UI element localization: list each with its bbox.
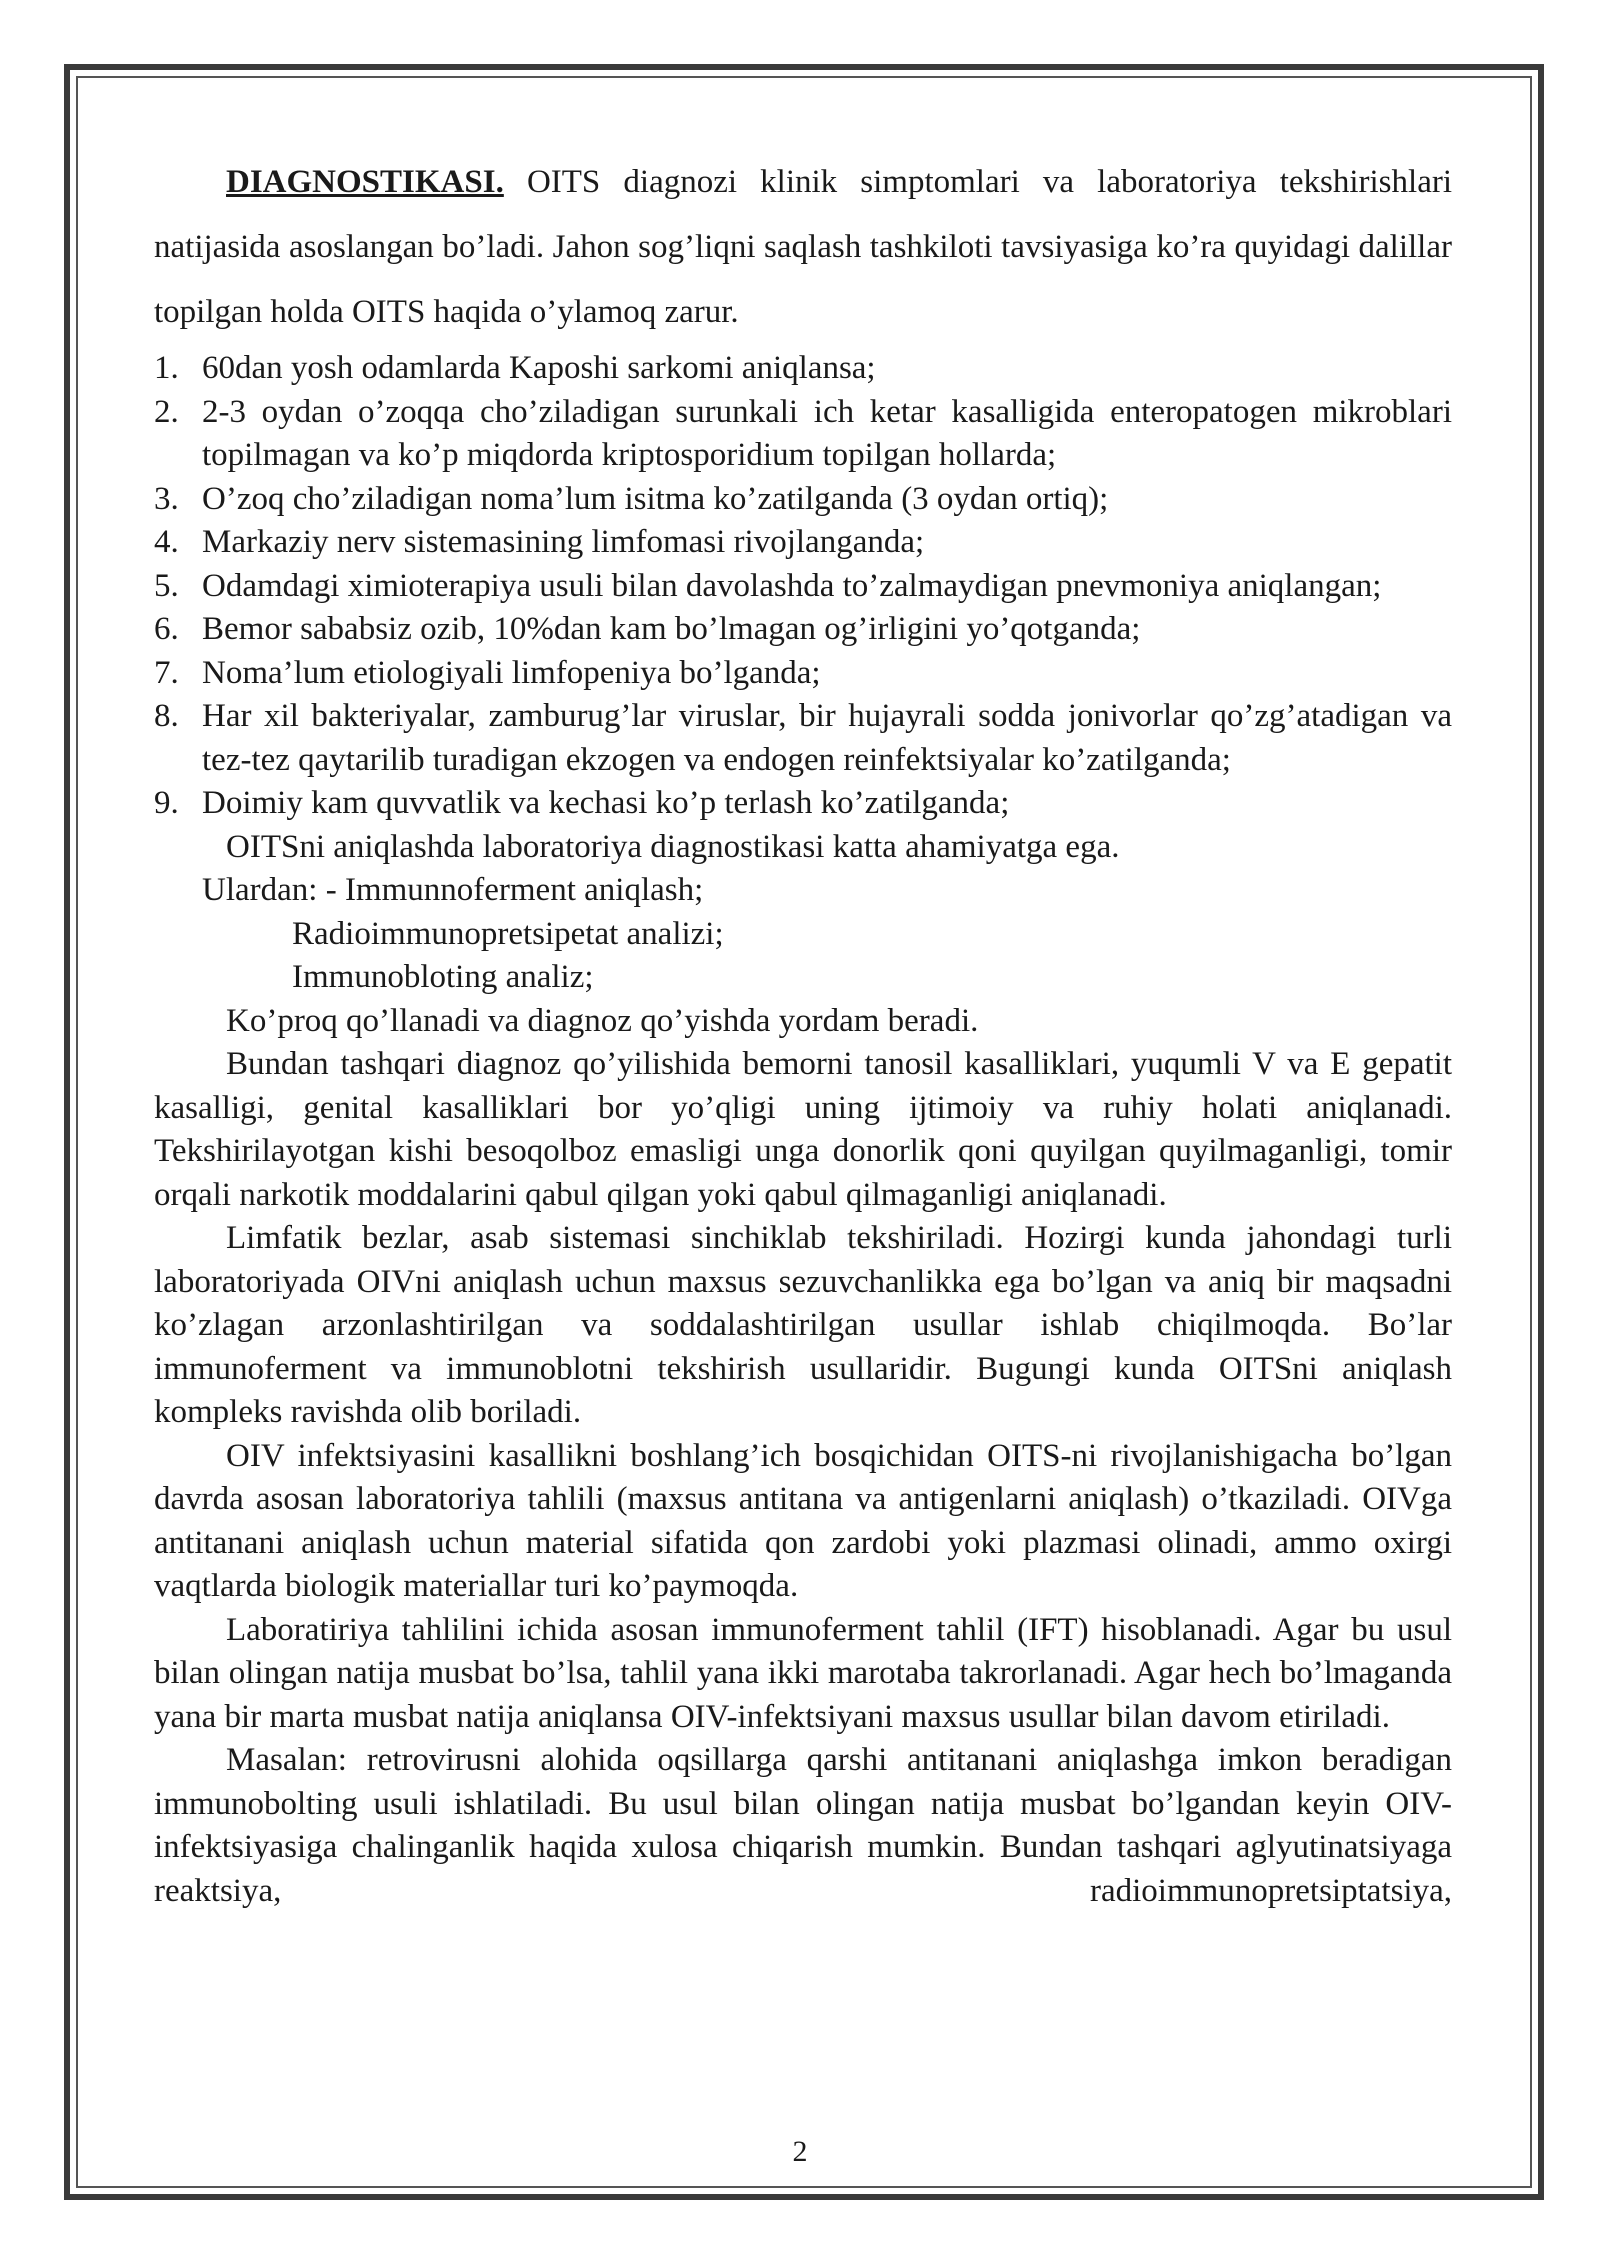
- lab-intro: OITSni aniqlashda laboratoriya diagnostikasi katta ahamiyatga ega.: [226, 828, 1120, 865]
- method-item: Immunobloting analiz;: [292, 959, 594, 995]
- list-item-number: 6.: [154, 611, 179, 647]
- list-item: [154, 782, 1452, 826]
- list-item-text: Odamdagi ximioterapiya usuli bilan davolashda to’zalmaydigan pnevmoniya aniqlangan;: [202, 567, 1382, 604]
- list-item: [154, 608, 1452, 652]
- list-item: [154, 652, 1452, 696]
- list-item: [154, 695, 1452, 782]
- list-item-text: O’zoq cho’ziladigan noma’lum isitma ko’zatilganda (3 oydan ortiq);: [202, 480, 1109, 517]
- body-paragraph: Limfatik bezlar, asab sistemasi sinchiklab tekshiriladi. Hozirgi kunda jahondagi turli laboratoriyada OIVni aniqlash uchun maxsus sezuvchanlikka ega bo’lgan va aniq bir maqsadni ko’zlagan arzonlashtirilgan va soddalashtirilgan usullar ishlab chiqilmoqda. Bo’lar immunoferment va immunoblotni tekshirish usullaridir. Bugungi kunda OITSni aniqlash kompleks ravishda olib boriladi.: [154, 1220, 1452, 1430]
- list-item-number: 7.: [154, 654, 179, 691]
- section-heading: DIAGNOSTIKASI.: [226, 164, 504, 200]
- body-paragraph: OIV infektsiyasini kasallikni boshlang’ich bosqichidan OITS-ni rivojlanishigacha bo’lgan davrda asosan laboratoriya tahlili (maxsus antitana va antigenlarni aniqlash) o’tkaziladi. OIVga antitanani aniqlash uchun material sifatida qon zardobi yoki plazmasi olinadi, ammo oxirgi vaqtlarda biologik materiallar turi ko’paymoqda.: [154, 1437, 1452, 1604]
- list-item-number: 5.: [154, 567, 179, 604]
- list-item-text: Noma’lum etiologiyali limfopeniya bo’lganda;: [202, 654, 821, 691]
- methods-note: Ko’proq qo’llanadi va diagnoz qo’yishda yordam beradi.: [226, 1002, 979, 1039]
- list-item-text: 60dan yosh odamlarda Kaposhi sarkomi aniqlansa;: [202, 350, 876, 386]
- criteria-list: [154, 347, 1452, 826]
- list-item-text: Har xil bakteriyalar, zamburug’lar viruslar, bir hujayrali sodda jonivorlar qo’zg’atadigan va tez-tez qaytarilib turadigan ekzogen va endogen reinfektsiyalar ko’zatilganda;: [202, 698, 1452, 778]
- document-body: [154, 150, 1452, 1913]
- list-item: [154, 478, 1452, 522]
- list-item: [154, 521, 1452, 565]
- method-item: Radioimmunopretsipetat analizi;: [292, 915, 724, 952]
- methods-line: Ulardan: - Immunnoferment aniqlash;: [202, 872, 704, 908]
- list-item: [154, 391, 1452, 478]
- page-number: 2: [792, 2135, 808, 2168]
- intro-paragraph: [154, 150, 1452, 345]
- body-paragraph: Bundan tashqari diagnoz qo’yilishida bemorni tanosil kasalliklari, yuqumli V va E gepatit kasalligi, genital kasalliklari bor yo’qligi uning ijtimoiy va ruhiy holati aniqlanadi. Tekshirilayotgan kishi besoqolboz emasligi unga donorlik qoni quyilgan quyilmaganligi, tomir orqali narkotik moddalarini qabul qilgan yoki qabul qilmaganligi aniqlanadi.: [154, 1046, 1452, 1213]
- body-paragraph: Laboratiriya tahlilini ichida asosan immunoferment tahlil (IFT) hisoblanadi. Agar bu usul bilan olingan natija musbat bo’lsa, tahlil yana ikki marotaba takrorlanadi. Agar hech bo’lmaganda yana bir marta musbat natija aniqlansa OIV-infektsiyani maxsus usullar bilan davom etiriladi.: [154, 1611, 1452, 1735]
- list-item-number: 2.: [154, 393, 179, 430]
- intro-text: OITS diagnozi klinik simptomlari va laboratoriya tekshirishlari natijasida asoslangan bo’ladi. Jahon sog’liqni saqlash tashkiloti tavsiyasiga ko’ra quyidagi dalillar topilgan holda OITS haqida o’ylamoq zarur.: [154, 164, 1452, 330]
- list-item-text: Doimiy kam quvvatlik va kechasi ko’p terlash ko’zatilganda;: [202, 785, 1010, 821]
- list-item-number: 9.: [154, 785, 179, 821]
- list-item-text: 2-3 oydan o’zoqqa cho’ziladigan surunkali ich ketar kasalligida enteropatogen mikroblari topilmagan va ko’p miqdorda kriptosporidium topilgan hollarda;: [202, 393, 1452, 473]
- list-item-number: 1.: [154, 350, 179, 386]
- list-item-number: 8.: [154, 698, 179, 734]
- list-item-text: Bemor sababsiz ozib, 10%dan kam bo’lmagan og’irligini yo’qotganda;: [202, 611, 1141, 647]
- body-paragraph: Masalan: retrovirusni alohida oqsillarga qarshi antitanani aniqlashga imkon beradigan immunobolting usuli ishlatiladi. Bu usul bilan olingan natija musbat bo’lgandan keyin OIV-infektsiyasiga chalinganlik haqida xulosa chiqarish mumkin. Bundan tashqari aglyutinatsiyaga reaktsiya, radioimmunopretsiptatsiya,: [154, 1742, 1452, 1909]
- list-item: [154, 347, 1452, 391]
- list-item: [154, 565, 1452, 609]
- list-item-number: 3.: [154, 480, 179, 517]
- list-item-number: 4.: [154, 524, 179, 560]
- list-item-text: Markaziy nerv sistemasining limfomasi rivojlanganda;: [202, 524, 925, 560]
